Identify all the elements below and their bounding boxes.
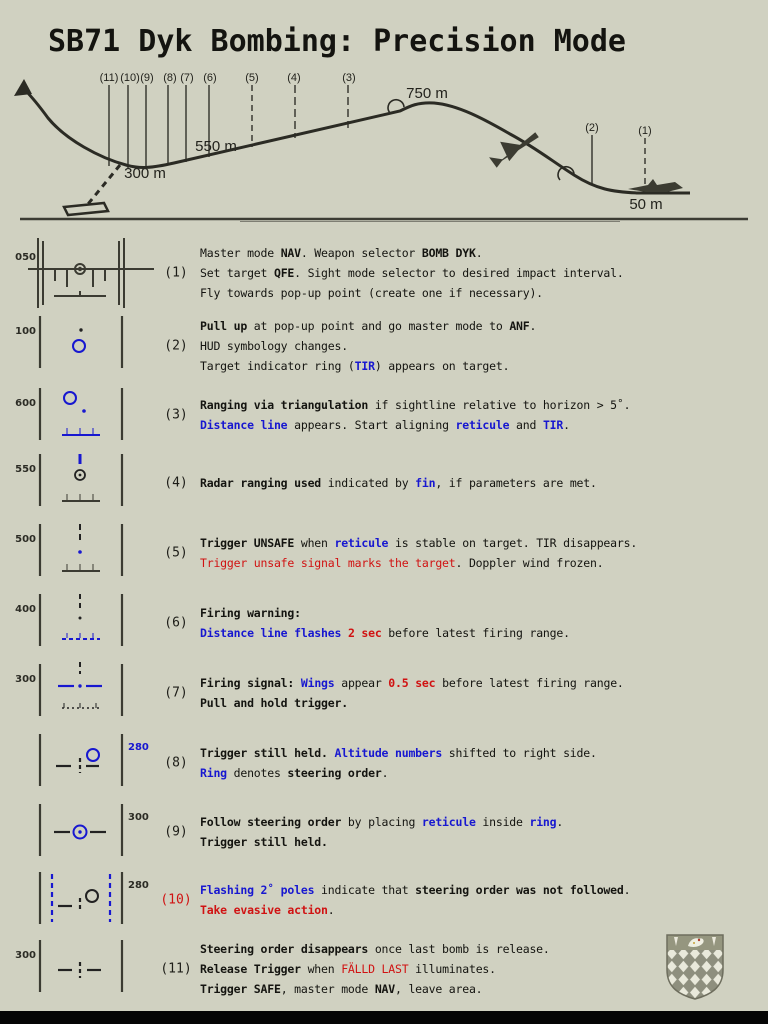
diagram-marker-label: (7) [180,72,194,84]
text-segment: Ring [200,766,227,780]
text-segment: Master mode [200,246,281,260]
text-segment: Firing warning: [200,606,301,620]
text-segment: and [509,418,543,432]
text-segment: FÄLLD LAST [341,962,409,976]
procedure-step-row [0,518,768,588]
step-text-line [200,812,766,832]
step-text-line [200,336,766,356]
text-segment: TIR [542,418,564,432]
procedure-step-row [0,588,768,658]
step-text-line [200,693,766,713]
text-segment: QFE [273,266,295,280]
text-segment: before latest firing range. [435,676,624,690]
text-segment: NAV [280,246,301,260]
text-segment: TIR [354,359,375,373]
step-text-line [200,673,766,693]
step-text [200,518,766,588]
hud-symbology-nav-mode-horizon-reticule [26,236,166,310]
text-segment: . [556,815,564,829]
text-segment: reticule [334,536,389,550]
text-segment: denotes [226,766,288,780]
text-segment: Fly towards pop-up point (create one if necessary). [200,286,543,300]
step-text [200,588,766,658]
text-segment: if sightline relative to horizon > 5˚. [368,398,631,412]
text-segment: appear [334,676,389,690]
text-segment: ring [529,815,557,829]
text-segment: Distance line [200,418,288,432]
diagram-altitude-label: 550 m [195,138,237,155]
step-text [200,236,766,310]
text-segment: , master mode [280,982,375,996]
text-segment: Trigger still held. [200,835,328,849]
procedure-step-row [0,798,768,866]
procedure-step-row [0,866,768,934]
text-segment: Radar ranging used [200,476,322,490]
diagram-altitude-label: 300 m [124,165,166,182]
text-segment: Pull up [200,319,248,333]
diagram-marker-label: (11) [99,72,119,84]
step-number: (2) [164,338,188,354]
text-segment: before latest firing range. [381,626,570,640]
step-text [200,382,766,448]
diagram-marker-label: (9) [140,72,154,84]
text-segment: at pop-up point and go master mode to [247,319,510,333]
hud-altitude-readout: 550 [15,464,36,475]
text-segment: by placing [341,815,422,829]
text-segment: when [300,962,342,976]
hud-symbology-distance-line-flashing [26,588,166,652]
text-segment [294,676,301,690]
hud-symbology-wings-firing-signal [26,658,166,722]
text-segment: . [529,319,537,333]
step-text-line [200,603,766,623]
procedure-step-row [0,448,768,518]
text-segment: fin [415,476,436,490]
step-number: (6) [164,615,188,631]
step-text-line [200,533,766,553]
step-number: (10) [160,892,192,908]
step-number: (5) [164,545,188,561]
text-segment: is stable on target. TIR disappears. [388,536,638,550]
text-segment: Trigger unsafe signal marks the target [200,556,456,570]
step-text-line [200,316,766,336]
step-text-line [200,415,766,435]
text-segment: inside [475,815,530,829]
text-segment: 2 sec [347,626,382,640]
text-segment [341,626,348,640]
text-segment: Ranging via triangulation [200,398,369,412]
text-segment: , if parameters are met. [435,476,597,490]
text-segment: steering order [287,766,382,780]
hud-altitude-readout: 300 [128,812,149,823]
text-segment: Wings [300,676,335,690]
hud-altitude-readout: 600 [15,398,36,409]
text-segment: 0.5 sec [388,676,436,690]
step-number: (3) [164,407,188,423]
text-segment: . [623,883,631,897]
step-number: (1) [164,265,188,281]
text-segment: BOMB DYK [421,246,476,260]
text-segment: reticule [421,815,476,829]
text-segment: . [475,246,483,260]
text-segment: Flashing 2˚ poles [200,883,315,897]
text-segment: Release Trigger [200,962,301,976]
diagram-marker-label: (8) [163,72,177,84]
step-text [200,798,766,866]
text-segment: steering order was not followed [415,883,624,897]
text-segment: shifted to right side. [442,746,597,760]
text-segment: Target indicator ring ( [200,359,355,373]
step-text-line [200,553,766,573]
hud-altitude-readout: 500 [15,534,36,545]
diagram-marker-label: (2) [585,122,599,134]
bottom-bar [0,1011,768,1024]
step-text-line [200,243,766,263]
hud-symbology-reticule-inside-ring [26,798,166,862]
text-segment: Set target [200,266,274,280]
procedure-step-row [0,728,768,798]
step-text-line [200,395,766,415]
step-text-line [200,763,766,783]
text-segment: , leave area. [395,982,483,996]
step-text-line [200,743,766,763]
text-segment: when [294,536,335,550]
hud-symbology-radar-ranging-fin [26,448,166,512]
diagram-marker-label: (5) [245,72,259,84]
text-segment: ANF [509,319,530,333]
text-segment: NAV [374,982,395,996]
procedure-step-row [0,236,768,310]
hud-symbology-trigger-unsafe-reticule-stable [26,518,166,582]
procedure-step-row [0,382,768,448]
text-segment: ) appears on target. [374,359,510,373]
text-segment: . [563,418,570,432]
diagram-altitude-label: 50 m [629,196,663,213]
step-text-line [200,473,766,493]
step-number: (4) [164,475,188,491]
diagram-marker-label: (1) [638,125,652,137]
text-segment: Pull and hold trigger. [200,696,348,710]
diagram-marker-label: (10) [120,72,140,84]
page-title: SB71 Dyk Bombing: Precision Mode [48,24,626,59]
procedure-step-row [0,934,768,1004]
diagram-marker-label: (6) [203,72,217,84]
text-segment: . Doppler wind frozen. [455,556,604,570]
text-segment: Follow steering order [200,815,342,829]
text-segment: Take evasive action [200,903,328,917]
hud-altitude-readout: 400 [15,604,36,615]
step-text-line [200,356,766,376]
hud-altitude-readout: 050 [15,252,36,263]
step-text-line [200,623,766,643]
hud-symbology-target-indicator-ring-appears [26,310,166,374]
procedure-step-row [0,310,768,382]
text-segment: indicated by [321,476,416,490]
hud-symbology-steering-order-disappears-wings [26,934,166,998]
text-segment: once last bomb is release. [368,942,550,956]
diagram-marker-label: (4) [287,72,301,84]
step-text [200,448,766,518]
step-text [200,658,766,728]
step-text-line [200,880,766,900]
hud-altitude-readout: 100 [15,326,36,337]
step-number: (9) [164,824,188,840]
step-text-line [200,283,766,303]
procedure-step-row [0,658,768,728]
text-segment: illuminates. [408,962,496,976]
hud-altitude-readout: 300 [15,674,36,685]
step-text-line [200,263,766,283]
step-text [200,310,766,382]
checkered-shield-crest-icon [666,934,724,1000]
hud-symbology-flashing-two-degree-poles [26,866,166,930]
text-segment: HUD symbology changes. [200,339,348,353]
hud-symbology-steering-order-ring [26,728,166,792]
diagram-marker-label: (3) [342,72,356,84]
text-segment: indicate that [314,883,416,897]
hud-altitude-readout: 280 [128,880,149,891]
step-text-line [200,900,766,920]
text-segment: Altitude numbers [334,746,443,760]
text-segment: Firing signal: [200,676,295,690]
text-segment: . Sight mode selector to desired impact interval. [294,266,624,280]
text-segment: . Weapon selector [300,246,422,260]
text-segment: . [327,903,335,917]
step-number: (8) [164,755,188,771]
text-segment: . [381,766,389,780]
hud-altitude-readout: 280 [128,742,149,753]
text-segment: Trigger still held. [200,746,328,760]
step-text-line [200,832,766,852]
hud-altitude-readout: 300 [15,950,36,961]
text-segment: Steering order disappears [200,942,369,956]
hud-symbology-triangulation-ranging-distance-line [26,382,166,446]
text-segment: Trigger UNSAFE [200,536,295,550]
text-segment: appears. Start aligning [287,418,456,432]
step-number: (7) [164,685,188,701]
text-segment: Distance line flashes [200,626,342,640]
step-text [200,728,766,798]
text-segment: Trigger SAFE [200,982,281,996]
step-text [200,866,766,934]
step-number: (11) [160,961,192,977]
text-segment: reticule [455,418,510,432]
diagram-altitude-label: 750 m [406,85,448,102]
